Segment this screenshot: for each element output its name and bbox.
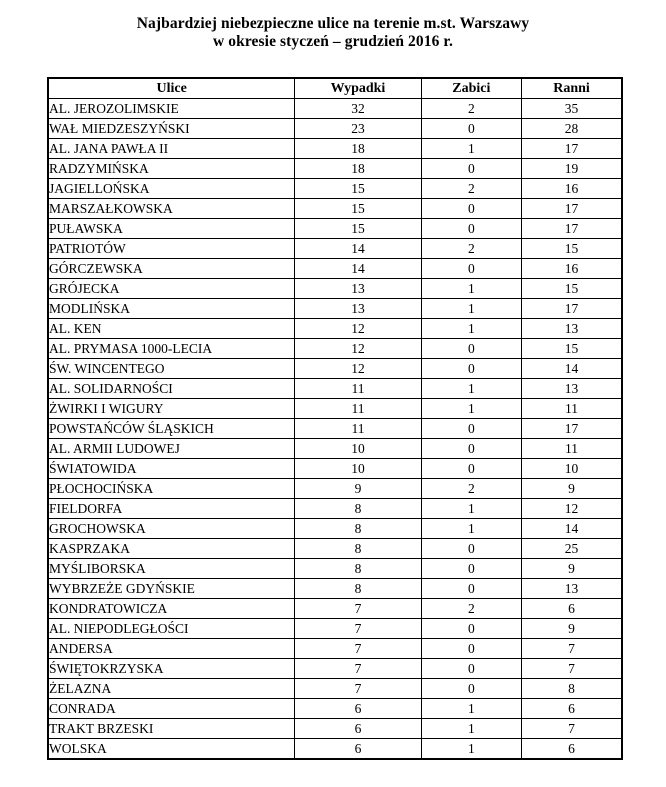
table-header-row bbox=[48, 78, 622, 99]
cell-zabici: 0 bbox=[421, 259, 521, 279]
cell-zabici: 0 bbox=[421, 339, 521, 359]
table-row bbox=[48, 439, 622, 459]
cell-zabici: 1 bbox=[421, 279, 521, 299]
cell-wypadki: 13 bbox=[295, 299, 421, 319]
document-title bbox=[0, 0, 666, 51]
cell-street-name: MARSZAŁKOWSKA bbox=[48, 199, 295, 219]
cell-street-name: AL. KEN bbox=[48, 319, 295, 339]
cell-ranni: 17 bbox=[522, 419, 622, 439]
cell-ranni: 15 bbox=[522, 339, 622, 359]
cell-zabici: 0 bbox=[421, 659, 521, 679]
table-body bbox=[48, 99, 622, 760]
table-row bbox=[48, 559, 622, 579]
cell-wypadki: 7 bbox=[295, 619, 421, 639]
cell-street-name: PUŁAWSKA bbox=[48, 219, 295, 239]
table-row bbox=[48, 319, 622, 339]
cell-wypadki: 11 bbox=[295, 379, 421, 399]
cell-ranni: 15 bbox=[522, 239, 622, 259]
header-ulice: Ulice bbox=[48, 78, 295, 99]
cell-street-name: AL. JANA PAWŁA II bbox=[48, 139, 295, 159]
cell-ranni: 17 bbox=[522, 299, 622, 319]
cell-ranni: 17 bbox=[522, 199, 622, 219]
table-row bbox=[48, 679, 622, 699]
cell-zabici: 1 bbox=[421, 719, 521, 739]
cell-ranni: 17 bbox=[522, 139, 622, 159]
cell-wypadki: 8 bbox=[295, 539, 421, 559]
cell-ranni: 9 bbox=[522, 479, 622, 499]
cell-wypadki: 12 bbox=[295, 359, 421, 379]
table-row bbox=[48, 599, 622, 619]
cell-ranni: 14 bbox=[522, 359, 622, 379]
header-ranni: Ranni bbox=[522, 78, 622, 99]
table-row bbox=[48, 539, 622, 559]
table-row bbox=[48, 479, 622, 499]
cell-ranni: 8 bbox=[522, 679, 622, 699]
table-row bbox=[48, 579, 622, 599]
cell-wypadki: 8 bbox=[295, 579, 421, 599]
table-row bbox=[48, 119, 622, 139]
cell-zabici: 0 bbox=[421, 459, 521, 479]
cell-wypadki: 15 bbox=[295, 219, 421, 239]
cell-street-name: WOLSKA bbox=[48, 739, 295, 760]
table-row bbox=[48, 699, 622, 719]
table-row bbox=[48, 379, 622, 399]
cell-street-name: KASPRZAKA bbox=[48, 539, 295, 559]
cell-zabici: 0 bbox=[421, 559, 521, 579]
cell-zabici: 2 bbox=[421, 99, 521, 119]
table-row bbox=[48, 259, 622, 279]
cell-street-name: ŚW. WINCENTEGO bbox=[48, 359, 295, 379]
cell-ranni: 11 bbox=[522, 439, 622, 459]
table-row bbox=[48, 279, 622, 299]
title-line-1: Najbardziej niebezpieczne ulice na terenie m.st. Warszawy bbox=[136, 15, 530, 32]
cell-wypadki: 7 bbox=[295, 599, 421, 619]
cell-wypadki: 18 bbox=[295, 139, 421, 159]
cell-wypadki: 6 bbox=[295, 719, 421, 739]
cell-zabici: 1 bbox=[421, 299, 521, 319]
table-row bbox=[48, 99, 622, 119]
table-row bbox=[48, 179, 622, 199]
cell-ranni: 12 bbox=[522, 499, 622, 519]
cell-ranni: 7 bbox=[522, 639, 622, 659]
table-row bbox=[48, 639, 622, 659]
cell-street-name: CONRADA bbox=[48, 699, 295, 719]
cell-ranni: 10 bbox=[522, 459, 622, 479]
cell-wypadki: 6 bbox=[295, 739, 421, 760]
cell-street-name: FIELDORFA bbox=[48, 499, 295, 519]
cell-ranni: 25 bbox=[522, 539, 622, 559]
cell-street-name: ŻWIRKI I WIGURY bbox=[48, 399, 295, 419]
cell-wypadki: 7 bbox=[295, 679, 421, 699]
cell-street-name: WAŁ MIEDZESZYŃSKI bbox=[48, 119, 295, 139]
cell-zabici: 1 bbox=[421, 319, 521, 339]
cell-zabici: 1 bbox=[421, 399, 521, 419]
cell-wypadki: 15 bbox=[295, 199, 421, 219]
table-row bbox=[48, 659, 622, 679]
cell-zabici: 1 bbox=[421, 519, 521, 539]
cell-street-name: GRÓJECKA bbox=[48, 279, 295, 299]
cell-street-name: GROCHOWSKA bbox=[48, 519, 295, 539]
cell-ranni: 17 bbox=[522, 219, 622, 239]
cell-ranni: 7 bbox=[522, 719, 622, 739]
cell-wypadki: 14 bbox=[295, 259, 421, 279]
cell-ranni: 9 bbox=[522, 619, 622, 639]
table-row bbox=[48, 719, 622, 739]
cell-wypadki: 14 bbox=[295, 239, 421, 259]
cell-wypadki: 10 bbox=[295, 439, 421, 459]
cell-wypadki: 9 bbox=[295, 479, 421, 499]
table-row bbox=[48, 739, 622, 760]
table-row bbox=[48, 339, 622, 359]
cell-street-name: WYBRZEŻE GDYŃSKIE bbox=[48, 579, 295, 599]
cell-street-name: ŚWIĘTOKRZYSKA bbox=[48, 659, 295, 679]
cell-street-name: JAGIELLOŃSKA bbox=[48, 179, 295, 199]
cell-wypadki: 18 bbox=[295, 159, 421, 179]
cell-street-name: TRAKT BRZESKI bbox=[48, 719, 295, 739]
cell-zabici: 0 bbox=[421, 639, 521, 659]
cell-street-name: GÓRCZEWSKA bbox=[48, 259, 295, 279]
cell-wypadki: 7 bbox=[295, 639, 421, 659]
cell-ranni: 16 bbox=[522, 179, 622, 199]
cell-zabici: 2 bbox=[421, 179, 521, 199]
cell-ranni: 35 bbox=[522, 99, 622, 119]
cell-wypadki: 7 bbox=[295, 659, 421, 679]
cell-ranni: 7 bbox=[522, 659, 622, 679]
cell-wypadki: 15 bbox=[295, 179, 421, 199]
cell-zabici: 1 bbox=[421, 739, 521, 760]
cell-zabici: 0 bbox=[421, 539, 521, 559]
cell-street-name: AL. NIEPODLEGŁOŚCI bbox=[48, 619, 295, 639]
table-row bbox=[48, 499, 622, 519]
table-row bbox=[48, 419, 622, 439]
cell-ranni: 13 bbox=[522, 319, 622, 339]
cell-zabici: 2 bbox=[421, 599, 521, 619]
cell-zabici: 0 bbox=[421, 199, 521, 219]
cell-zabici: 1 bbox=[421, 139, 521, 159]
table-row bbox=[48, 619, 622, 639]
cell-zabici: 2 bbox=[421, 239, 521, 259]
table-row bbox=[48, 359, 622, 379]
cell-street-name: POWSTAŃCÓW ŚLĄSKICH bbox=[48, 419, 295, 439]
cell-zabici: 1 bbox=[421, 699, 521, 719]
cell-ranni: 6 bbox=[522, 739, 622, 760]
cell-ranni: 6 bbox=[522, 699, 622, 719]
cell-wypadki: 32 bbox=[295, 99, 421, 119]
header-zabici: Zabici bbox=[421, 78, 521, 99]
cell-street-name: ANDERSA bbox=[48, 639, 295, 659]
cell-ranni: 14 bbox=[522, 519, 622, 539]
title-line-2: w okresie styczeń – grudzień 2016 r. bbox=[213, 33, 453, 50]
cell-ranni: 11 bbox=[522, 399, 622, 419]
table-row bbox=[48, 159, 622, 179]
cell-wypadki: 8 bbox=[295, 559, 421, 579]
cell-wypadki: 23 bbox=[295, 119, 421, 139]
cell-street-name: MODLIŃSKA bbox=[48, 299, 295, 319]
cell-zabici: 2 bbox=[421, 479, 521, 499]
cell-street-name: PŁOCHOCIŃSKA bbox=[48, 479, 295, 499]
cell-zabici: 0 bbox=[421, 579, 521, 599]
cell-ranni: 9 bbox=[522, 559, 622, 579]
cell-wypadki: 12 bbox=[295, 339, 421, 359]
cell-ranni: 19 bbox=[522, 159, 622, 179]
table-row bbox=[48, 299, 622, 319]
cell-zabici: 0 bbox=[421, 419, 521, 439]
table-row bbox=[48, 399, 622, 419]
cell-zabici: 0 bbox=[421, 359, 521, 379]
cell-wypadki: 11 bbox=[295, 399, 421, 419]
cell-ranni: 13 bbox=[522, 579, 622, 599]
cell-zabici: 0 bbox=[421, 619, 521, 639]
cell-ranni: 13 bbox=[522, 379, 622, 399]
cell-street-name: MYŚLIBORSKA bbox=[48, 559, 295, 579]
cell-wypadki: 8 bbox=[295, 499, 421, 519]
cell-zabici: 1 bbox=[421, 499, 521, 519]
cell-street-name: AL. ARMII LUDOWEJ bbox=[48, 439, 295, 459]
cell-wypadki: 13 bbox=[295, 279, 421, 299]
table-row bbox=[48, 519, 622, 539]
cell-street-name: ŻELAZNA bbox=[48, 679, 295, 699]
table-row bbox=[48, 239, 622, 259]
table-row bbox=[48, 219, 622, 239]
cell-ranni: 6 bbox=[522, 599, 622, 619]
cell-ranni: 15 bbox=[522, 279, 622, 299]
table-row bbox=[48, 199, 622, 219]
cell-street-name: AL. JEROZOLIMSKIE bbox=[48, 99, 295, 119]
cell-zabici: 0 bbox=[421, 439, 521, 459]
cell-ranni: 16 bbox=[522, 259, 622, 279]
cell-street-name: RADZYMIŃSKA bbox=[48, 159, 295, 179]
cell-zabici: 0 bbox=[421, 679, 521, 699]
table-row bbox=[48, 139, 622, 159]
cell-street-name: AL. PRYMASA 1000-LECIA bbox=[48, 339, 295, 359]
cell-wypadki: 12 bbox=[295, 319, 421, 339]
cell-ranni: 28 bbox=[522, 119, 622, 139]
cell-wypadki: 8 bbox=[295, 519, 421, 539]
cell-street-name: ŚWIATOWIDA bbox=[48, 459, 295, 479]
cell-wypadki: 10 bbox=[295, 459, 421, 479]
cell-zabici: 0 bbox=[421, 219, 521, 239]
cell-wypadki: 11 bbox=[295, 419, 421, 439]
header-wypadki: Wypadki bbox=[295, 78, 421, 99]
cell-street-name: KONDRATOWICZA bbox=[48, 599, 295, 619]
cell-zabici: 1 bbox=[421, 379, 521, 399]
cell-wypadki: 6 bbox=[295, 699, 421, 719]
table-row bbox=[48, 459, 622, 479]
cell-street-name: PATRIOTÓW bbox=[48, 239, 295, 259]
accidents-table bbox=[47, 77, 623, 760]
cell-street-name: AL. SOLIDARNOŚCI bbox=[48, 379, 295, 399]
cell-zabici: 0 bbox=[421, 119, 521, 139]
cell-zabici: 0 bbox=[421, 159, 521, 179]
